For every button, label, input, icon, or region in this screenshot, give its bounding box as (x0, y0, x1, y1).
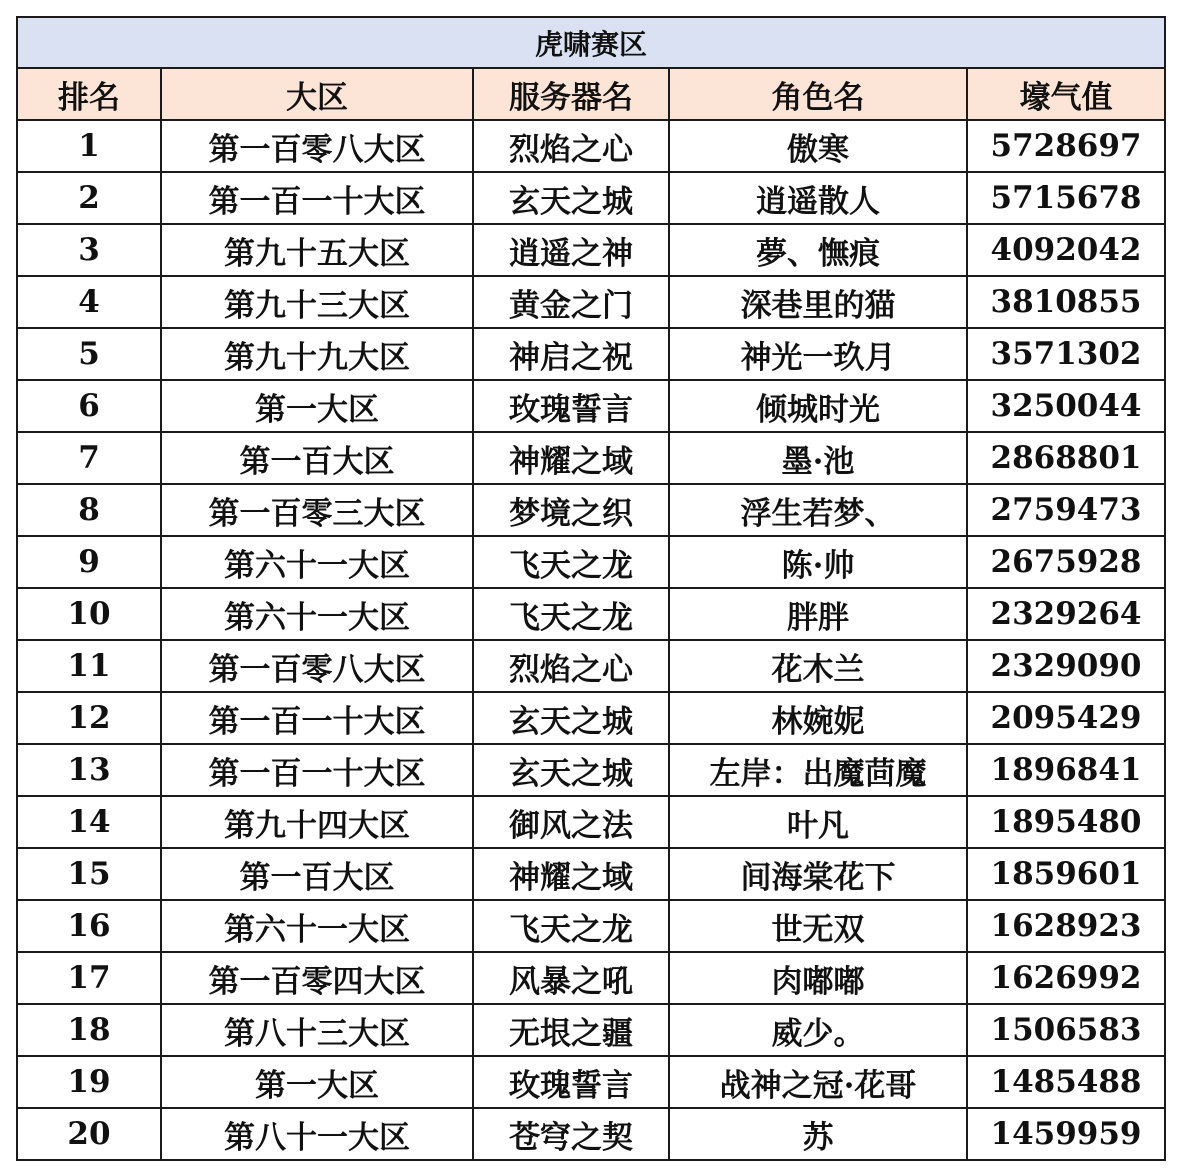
cell-rank: 20 (17, 1108, 161, 1160)
cell-character: 林婉妮 (669, 692, 967, 744)
cell-score: 1859601 (967, 848, 1165, 900)
table-row (17, 952, 1165, 1004)
header-rank: 排名 (17, 68, 161, 120)
cell-region: 第六十一大区 (161, 536, 473, 588)
cell-rank: 10 (17, 588, 161, 640)
cell-score: 1628923 (967, 900, 1165, 952)
cell-rank: 4 (17, 276, 161, 328)
cell-character: 叶凡 (669, 796, 967, 848)
cell-region: 第六十一大区 (161, 588, 473, 640)
cell-character: 深巷里的猫 (669, 276, 967, 328)
cell-character: 间海棠花下 (669, 848, 967, 900)
cell-region: 第八十三大区 (161, 1004, 473, 1056)
cell-score: 1459959 (967, 1108, 1165, 1160)
cell-rank: 19 (17, 1056, 161, 1108)
cell-character: 墨·池 (669, 432, 967, 484)
cell-rank: 11 (17, 640, 161, 692)
cell-rank: 13 (17, 744, 161, 796)
table-row (17, 380, 1165, 432)
cell-server: 玄天之城 (473, 172, 669, 224)
cell-rank: 15 (17, 848, 161, 900)
cell-score: 3810855 (967, 276, 1165, 328)
cell-region: 第一百一十大区 (161, 172, 473, 224)
cell-server: 神耀之域 (473, 432, 669, 484)
cell-character: 胖胖 (669, 588, 967, 640)
cell-score: 2675928 (967, 536, 1165, 588)
cell-score: 2329264 (967, 588, 1165, 640)
cell-server: 御风之法 (473, 796, 669, 848)
table-row (17, 900, 1165, 952)
cell-character: 威少。 (669, 1004, 967, 1056)
cell-region: 第八十一大区 (161, 1108, 473, 1160)
cell-server: 飞天之龙 (473, 588, 669, 640)
table-row (17, 1056, 1165, 1108)
cell-server: 逍遥之神 (473, 224, 669, 276)
cell-server: 风暴之吼 (473, 952, 669, 1004)
table-row (17, 1108, 1165, 1160)
cell-server: 飞天之龙 (473, 536, 669, 588)
cell-rank: 8 (17, 484, 161, 536)
ranking-table (16, 16, 1166, 1161)
cell-character: 苏 (669, 1108, 967, 1160)
cell-rank: 12 (17, 692, 161, 744)
table-row (17, 120, 1165, 172)
cell-server: 烈焰之心 (473, 120, 669, 172)
cell-character: 倾城时光 (669, 380, 967, 432)
cell-score: 3571302 (967, 328, 1165, 380)
title-row (17, 17, 1165, 68)
cell-character: 花木兰 (669, 640, 967, 692)
table-row (17, 1004, 1165, 1056)
cell-region: 第一百零八大区 (161, 640, 473, 692)
cell-rank: 6 (17, 380, 161, 432)
table-row (17, 640, 1165, 692)
cell-score: 4092042 (967, 224, 1165, 276)
cell-server: 无垠之疆 (473, 1004, 669, 1056)
cell-region: 第一百大区 (161, 848, 473, 900)
cell-region: 第九十五大区 (161, 224, 473, 276)
cell-server: 玄天之城 (473, 692, 669, 744)
cell-score: 3250044 (967, 380, 1165, 432)
cell-region: 第九十三大区 (161, 276, 473, 328)
cell-score: 1626992 (967, 952, 1165, 1004)
cell-rank: 7 (17, 432, 161, 484)
cell-character: 陈·帅 (669, 536, 967, 588)
cell-region: 第六十一大区 (161, 900, 473, 952)
cell-region: 第一百零八大区 (161, 120, 473, 172)
header-row (17, 68, 1165, 120)
cell-server: 玫瑰誓言 (473, 380, 669, 432)
table-row (17, 224, 1165, 276)
cell-server: 烈焰之心 (473, 640, 669, 692)
cell-character: 神光一玖月 (669, 328, 967, 380)
cell-rank: 16 (17, 900, 161, 952)
header-region: 大区 (161, 68, 473, 120)
cell-rank: 18 (17, 1004, 161, 1056)
cell-score: 1896841 (967, 744, 1165, 796)
cell-rank: 14 (17, 796, 161, 848)
table-row (17, 484, 1165, 536)
header-score: 壕气值 (967, 68, 1165, 120)
cell-character: 夢、憮痕 (669, 224, 967, 276)
cell-server: 苍穹之契 (473, 1108, 669, 1160)
cell-region: 第一百零三大区 (161, 484, 473, 536)
header-character: 角色名 (669, 68, 967, 120)
table-row (17, 848, 1165, 900)
cell-character: 战神之冠·花哥 (669, 1056, 967, 1108)
table-row (17, 744, 1165, 796)
cell-character: 浮生若梦、 (669, 484, 967, 536)
cell-server: 黄金之门 (473, 276, 669, 328)
cell-score: 1485488 (967, 1056, 1165, 1108)
header-server: 服务器名 (473, 68, 669, 120)
cell-score: 2868801 (967, 432, 1165, 484)
cell-score: 2095429 (967, 692, 1165, 744)
cell-server: 神启之祝 (473, 328, 669, 380)
cell-rank: 3 (17, 224, 161, 276)
cell-character: 世无双 (669, 900, 967, 952)
cell-score: 1895480 (967, 796, 1165, 848)
cell-character: 左岸：出魔茴魔 (669, 744, 967, 796)
table-row (17, 276, 1165, 328)
table-row (17, 172, 1165, 224)
cell-rank: 5 (17, 328, 161, 380)
cell-character: 肉嘟嘟 (669, 952, 967, 1004)
table-row (17, 796, 1165, 848)
cell-server: 玫瑰誓言 (473, 1056, 669, 1108)
cell-server: 飞天之龙 (473, 900, 669, 952)
cell-rank: 17 (17, 952, 161, 1004)
cell-character: 傲寒 (669, 120, 967, 172)
cell-server: 玄天之城 (473, 744, 669, 796)
table-body (17, 120, 1165, 1160)
cell-region: 第一百一十大区 (161, 692, 473, 744)
table-title: 虎啸赛区 (17, 17, 1165, 68)
cell-score: 5728697 (967, 120, 1165, 172)
table-row (17, 432, 1165, 484)
cell-rank: 9 (17, 536, 161, 588)
cell-region: 第一大区 (161, 1056, 473, 1108)
cell-score: 1506583 (967, 1004, 1165, 1056)
cell-region: 第九十四大区 (161, 796, 473, 848)
table-row (17, 536, 1165, 588)
table-row (17, 328, 1165, 380)
cell-region: 第一百一十大区 (161, 744, 473, 796)
cell-server: 神耀之域 (473, 848, 669, 900)
cell-region: 第一大区 (161, 380, 473, 432)
cell-region: 第一百零四大区 (161, 952, 473, 1004)
cell-server: 梦境之织 (473, 484, 669, 536)
cell-region: 第九十九大区 (161, 328, 473, 380)
table-row (17, 692, 1165, 744)
table-row (17, 588, 1165, 640)
cell-score: 2329090 (967, 640, 1165, 692)
cell-rank: 2 (17, 172, 161, 224)
cell-region: 第一百大区 (161, 432, 473, 484)
cell-character: 逍遥散人 (669, 172, 967, 224)
cell-score: 5715678 (967, 172, 1165, 224)
cell-rank: 1 (17, 120, 161, 172)
cell-score: 2759473 (967, 484, 1165, 536)
